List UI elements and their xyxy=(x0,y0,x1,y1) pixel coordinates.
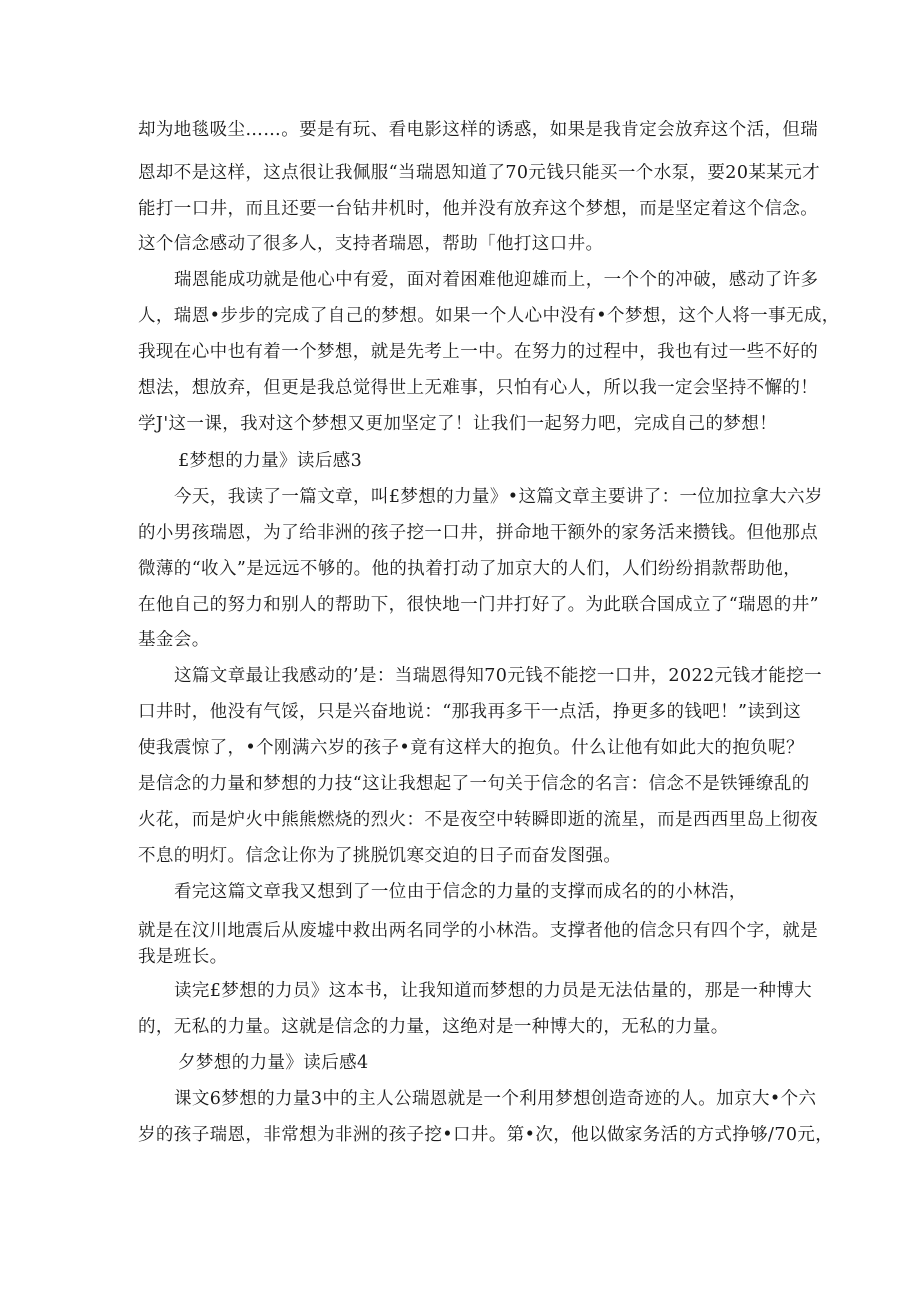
text-line: 瑞恩能成功就是他心中有爱，面对着困难他迎雄而上，一个个的冲破，感动了许多 xyxy=(174,270,819,290)
text-line: 恩却不是这样，这点很让我佩服“当瑞恩知道了70元钱只能买一个水泵，要20某某元才 xyxy=(138,163,820,183)
text-line: 在他自己的努力和别人的帮助下，很快地一门井打好了。为此联合国成立了“瑞恩的井” xyxy=(138,595,819,615)
text-line: 岁的孩子瑞恩，非常想为非洲的孩子挖•口井。第•次，他以做家务活的方式挣够/70元， xyxy=(138,1125,834,1145)
text-line: 看完这篇文章我又想到了一位由于信念的力量的支撑而成名的的小林浩， xyxy=(174,882,747,902)
text-line: 是信念的力量和梦想的力技“这让我想起了一句关于信念的名言：信念不是铁锤缭乱的 xyxy=(138,774,810,794)
text-line: 微薄的“收入”是远远不够的。他的执着打动了加京大的人们，人们纷纷捐款帮助他， xyxy=(138,559,802,579)
text-line: 读完£梦想的力员》这本书，让我知道而梦想的力员是无法估量的，那是一种博大 xyxy=(174,981,813,1001)
section-heading: £梦想的力量》读后感3 xyxy=(178,451,363,471)
text-line: 却为地毯吸尘……。要是有玩、看电影这样的诱惑，如果是我肯定会放弃这个活，但瑞 xyxy=(138,120,819,140)
section-heading: 夕梦想的力量》读后感4 xyxy=(178,1053,369,1073)
text-line: 今天，我读了一篇文章，叫£梦想的力量》•这篇文章主要讲了：一位加拉拿大六岁 xyxy=(174,487,823,507)
text-line: 我是班长。 xyxy=(138,947,228,967)
text-line: 的，无私的力量。这就是信念的力量，这绝对是一种博大的，无私的力量。 xyxy=(138,1017,729,1037)
text-line: 学J'这一课，我对这个梦想又更加坚定了！让我们一起努力吧，完成自己的梦想！ xyxy=(138,414,778,434)
text-line: 火花，而是炉火中熊熊燃烧的烈火：不是夜空中转瞬即逝的流星，而是西西里岛上彻夜 xyxy=(138,810,819,830)
text-line: 就是在汶川地震后从废墟中救出两名同学的小林浩。支撑者他的信念只有四个字，就是 xyxy=(138,921,819,941)
text-line: 的小男孩瑞恩，为了给非洲的孩子挖一口井，拼命地干额外的家务活来攒钱。但他那点 xyxy=(138,523,819,543)
text-line: 课文6梦想的力量3中的主人公瑞恩就是一个利用梦想创造奇迹的人。加京大•个六 xyxy=(174,1089,817,1109)
text-line: 基金会。 xyxy=(138,630,210,650)
text-line: 人，瑞恩•步步的完成了自己的梦想。如果一个人心中没有•个梦想，这个人将一事无成， xyxy=(138,306,840,326)
text-line: 想法，想放弃，但更是我总觉得世上无难事，只怕有心人，所以我一定会坚持不懈的！ xyxy=(138,378,819,398)
text-line: 我现在心中也有着一个梦想，就是先考上一中。在努力的过程中，我也有过一些不好的 xyxy=(138,342,819,362)
text-line: 使我震惊了，•个刚满六岁的孩子•竟有这样大的抱负。什么让他有如此大的抱负呢？ xyxy=(138,738,804,758)
text-line: 这篇文章最让我感动的’是：当瑞恩得知70元钱不能挖一口井，2022元钱才能挖一 xyxy=(174,666,822,686)
text-line: 能打一口井，而且还要一台钻井机时，他并没有放弃这个梦想，而是坚定着这个信念。 xyxy=(138,199,819,219)
text-line: 口井时，他没有气馁，只是兴奋地说：“那我再多干一点活，挣更多的钱吧！”读到这 xyxy=(138,702,802,722)
text-line: 这个信念感动了很多人，支持者瑞恩，帮助「他打这口井。 xyxy=(138,234,604,254)
text-line: 不息的明灯。信念让你为了挑脱饥寒交迫的日子而奋发图强。 xyxy=(138,846,622,866)
